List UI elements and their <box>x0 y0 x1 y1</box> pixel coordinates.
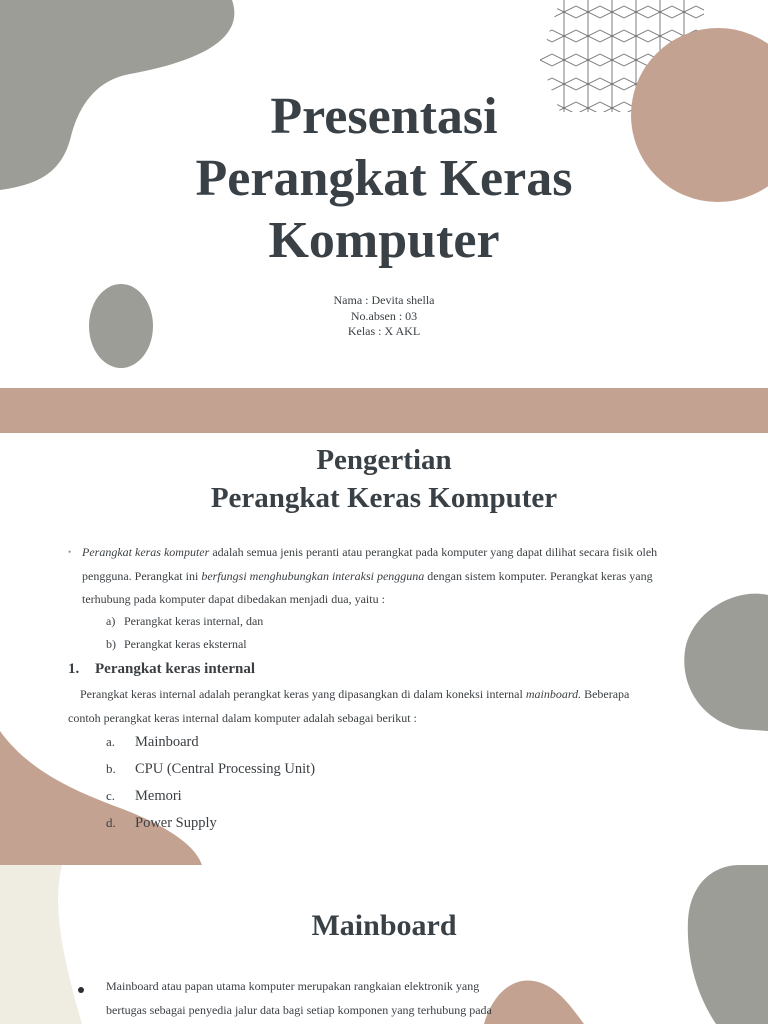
bullet-dot <box>78 987 84 993</box>
list-item: c. Memori <box>106 788 182 804</box>
list-item: b. CPU (Central Processing Unit) <box>106 761 316 777</box>
info-class: Kelas : X AKL <box>347 324 421 338</box>
list-item: a) Perangkat keras internal, dan <box>106 614 264 628</box>
author-info <box>0 293 768 340</box>
slide-separator <box>0 388 768 433</box>
subsection-heading: 1. Perangkat keras internal <box>68 661 255 677</box>
definition-paragraph: Perangkat keras komputer adalah semua jenis peranti atau perangkat pada komputer yang dapat dilihat secara fisik oleh pengguna. Perangkat ini berfungsi menghubungkan interaksi pengguna dengan sistem komputer. Perangkat keras yang terhubung pada komputer dapat dibedakan menjadi dua, yaitu : <box>82 545 658 606</box>
title-line: Perangkat Keras Komputer <box>210 482 558 514</box>
bullet-marker: • <box>68 547 72 557</box>
title-line: Perangkat Keras <box>195 150 573 207</box>
italic-phrase: berfungsi menghubungkan interaksi pengguna <box>201 568 425 583</box>
slide-title <box>0 0 768 388</box>
slide-title-mainboard: Mainboard <box>311 909 457 942</box>
info-name: Nama : Devita shella <box>333 293 435 307</box>
title-line: Presentasi <box>270 88 498 145</box>
list-item: b) Perangkat keras eksternal <box>106 637 247 651</box>
internal-description: Perangkat keras internal adalah perangkat keras yang dipasangkan di dalam koneksi internal mainboard. Beberapa contoh perangkat keras internal dalam komputer adalah sebagai berikut : <box>68 687 630 725</box>
info-absen: No.absen : 03 <box>350 308 418 323</box>
gray-blob-shape <box>688 865 768 1024</box>
slide-mainboard <box>0 865 768 1024</box>
list-item: d. Power Supply <box>106 815 217 831</box>
title-line: Komputer <box>268 212 500 269</box>
cream-blob-shape <box>0 865 82 1024</box>
slide-definition <box>0 433 768 865</box>
section-title <box>0 441 768 517</box>
text-line: bertugas sebagai penyedia jalur data bagi setiap komponen yang terhubung pada <box>106 1002 492 1017</box>
list-item: a. Mainboard <box>106 734 199 750</box>
presentation-title <box>0 86 768 272</box>
mainboard-description <box>106 975 536 1022</box>
text-line: Mainboard atau papan utama komputer merupakan rangkaian elektronik yang <box>106 979 480 993</box>
title-line: Pengertian <box>316 444 452 476</box>
italic-term: Perangkat keras komputer <box>82 545 210 559</box>
